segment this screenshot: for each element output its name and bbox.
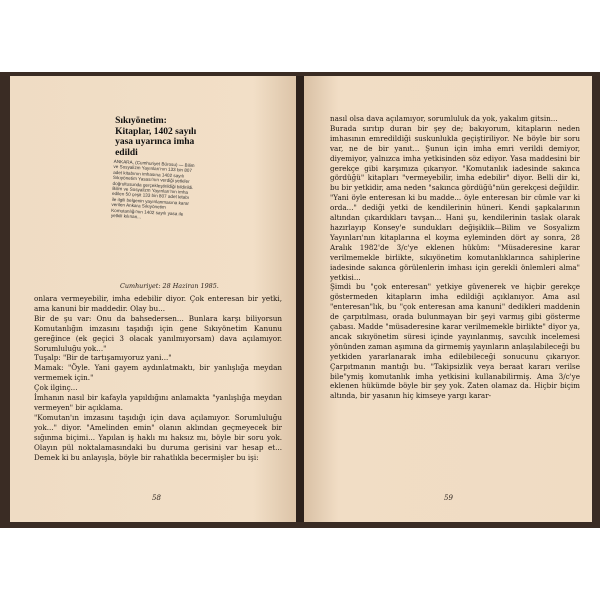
clipping-headline: Sıkıyönetim: Kitaplar, 1402 sayılı yasa uyarınca imha edildi [115, 116, 197, 158]
newspaper-clipping [108, 114, 198, 278]
left-page [10, 76, 296, 522]
book-gutter [296, 76, 304, 522]
right-page-number: 59 [444, 494, 453, 502]
clipping-body: ANKARA, (Cumhuriyet Bürosu) — Bilim ve Sosyalizm Yayınları'nın 133 bin 807 adet kitabının imhasına 1402 sayılı Sıkıyönetim Yasası'nın verdiği yetkiler doğrultusunda gerçekleştirildiği bildirildi. Bilim ve Sosyalizm Yayınları'nın imha edilen 50 çeşit 133 bin 807 adet kitabı ile ilgili belgenin yayınlanmasına karar verilen Ankara Sıkıyönetim Komutanlığı'nın 1402 sayılı yasa ile yetkili kılınan... [110, 158, 195, 220]
right-page-body: nasıl olsa dava açılamıyor, sorumluluk da yok, yakalım gitsin... Burada sırıtıp duran bir şey de; bakıyorum, kitapların neden imhasının emredildiği suskunlukla geçiştiriliyor. Ne böyle bir soru var, ne de bir yanıt... Şunun için imha emri verildi demiyor, diyemiyor, yalnızca imha yetkisinden söz ediyor. Yasa maddesini bir gerekçe gibi karşımıza çıkarıyor. "Komutanlık iadesinde sakınca gördüğü" kitapları "vermeyebilir, imha edebilir" diyor. Belli dir ki, bu bir yetkidir, ama neden "sakınca gördüğü"nün gerekçesi değildir. "Yani öyle enteresan ki bu madde... öyle enteresan bir cümle var ki orda..." dediği yetki de kendilerinin hüneri. Kendi şapkalarının altından çıkardıkları tavşan... Hani şu, kendilerinin taslak olarak hazırlayıp Konsey'e sundukları değişiklik—Bilim ve Sosyalizm Yayınları'nın kitaplarına el koyma eyleminden dört ay sonra, 28 Aralık 1982'de 3/c'ye eklenen hüküm: "Müsaderesine karar verilmemekle birlikte, sıkıyönetim komutanlıklarınca sahiplerine iadesinde sakınca görülenlerin imhası için gerekli önlemleri alma" yetkisi... Şimdi bu "çok enteresan" yetkiye güvenerek ve hiçbir gerekçe göstermeden kitapların imha edildiği açıklanıyor. Ama asıl "enteresan"lık, bu "çok enteresan ama kanuni" dedikleri maddenin de çarpıtılması, orada bulunmayan bir şeyi varmış gibi gösterme çabası. Madde "müsaderesine karar verilmemekle birlikte" diyor ya, ancak sıkıyönetim süresi içinde yayınlanmış, savcılık incelemesi yönünden zaman aşımına da girmemiş yayınların anlaşılabileceği bu yetkiden yararlanarak imha edilebileceği sonucunu çıkarıyor. Çarpıtmanın mantığı bu. "Takipsizlik veya beraat kararı verilse bile"ymiş komutanlık imha yetkisini kullanabilirmiş. Ama 3/c'ye eklenen hükümde böyle bir şey yok. Zaten olamaz da. Hiçbir biçim altında, bir yasanın hiç kimseye yargı karar- [330, 114, 580, 401]
book-spread [0, 72, 600, 528]
right-page [304, 76, 592, 522]
left-page-body: onlara vermeyebilir, imha edebilir diyor. Çok enteresan bir yetki, ama kanuni bir maddedir. Olay bu... Bir de şu var: Onu da bahsedersen... Bunlara karşı biliyorsun Komutanlığın imzasını taşıdığı için gene Sıkıyönetim Kanunu gereğince (ek geçici 3 olacak yanılmıyorsam) dava açılamıyor. Sorumluluğu yok..." Tuşalp: "Bir de tartışamıyoruz yani..." Mamak: "Öyle. Yani gayem aydınlatmaktı, bir yanlışlığa meydan vermemek için." Çok ilginç... İmhanın nasıl bir kafayla yapıldığını anlamakta "yanlışlığa meydan vermeyen" bir açıklama. "Komutan'ın imzasını taşıdığı için dava açılamıyor. Sorumluluğu yok..." diyor. "Amelinden emin" olanın aklından geçmeyecek bir sığınma biçimi... Yapılan iş haklı mı haksız mı, böyle bir soru yok. Olayın pül noktalamasındaki bu duruma gerisini var hesap et... Demek ki bu anlayışla, böyle bir rahatlıkla becermişler bu işi: [34, 294, 282, 462]
clipping-caption: Cumhuriyet: 28 Haziran 1985. [120, 282, 219, 290]
left-page-number: 58 [152, 494, 161, 502]
